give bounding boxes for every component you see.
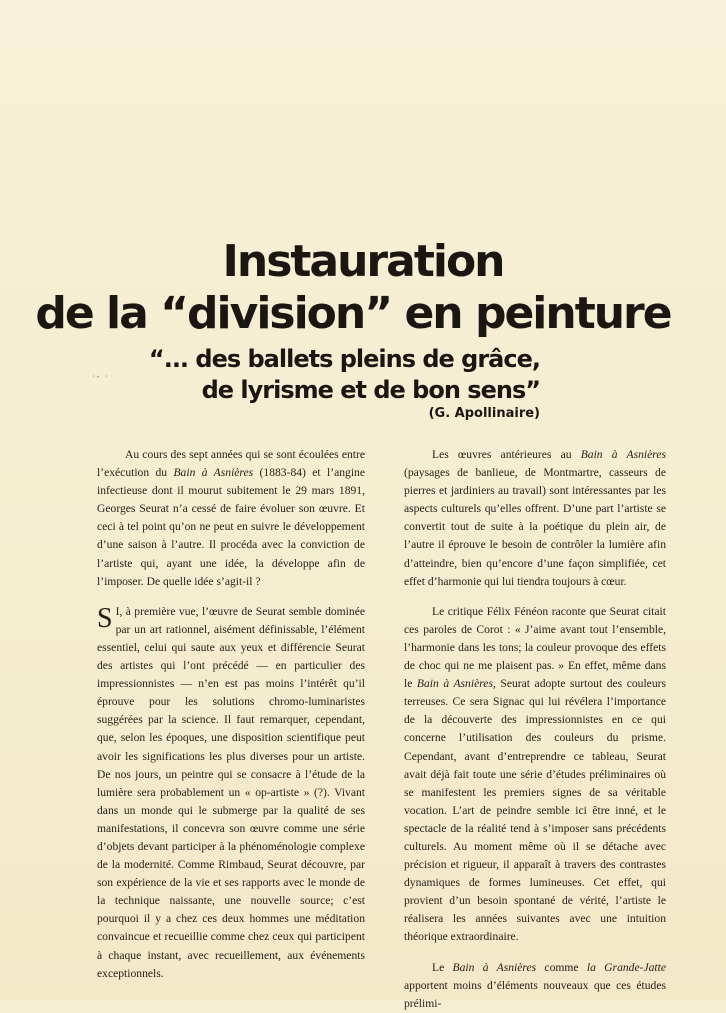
page-title bbox=[0, 236, 726, 340]
drop-cap: S bbox=[97, 602, 113, 634]
artwork-title: Bain à Asnières bbox=[452, 960, 537, 974]
title-line-1: Instauration bbox=[222, 236, 504, 287]
artwork-title: Bain à Asnières bbox=[173, 466, 254, 480]
left-column bbox=[97, 446, 365, 983]
body-paragraph-1: S I, à première vue, l’œuvre de Seurat semble dominée par un art rationnel, aisément définissable, l’élément essentiel, celui qui saute aux yeux et différencie Seurat des artistes qui l’ont précédé — en particulier des impressionnistes — n’en est pas moins l’intérêt qu’il éprouve pour les solutions chromo-luminaristes suggérées par la science. Il faut remarquer, cependant, que, selon les époques, une disposition scientifique peut avoir les significations les plus diverses pour un artiste. De nos jours, un peintre qui se consacre à l’étude de la lumière sera probablement un « op-artiste » (?). Vivant dans un monde qui le submerge par la qualité de ses manifestations, il concevra son œuvre comme une série d’objets devant participer à la phénoménologie complexe de la modernité. Comme Rimbaud, Seurat découvre, par son expérience de la vie et ses rapports avec le monde de la technique naissante, une nouvelle source; c’est pourquoi il y a chez ces deux hommes une méditation convaincue et recueillie comme chez ceux qui participent à chaque instant, avec recueillement, aux événements exceptionnels. bbox=[97, 602, 365, 980]
intro-paragraph: Au cours des sept années qui se sont écoulées entre l’exécution du Bain à Asnières (1883-84) et l’angine infectieuse dont il mourut subitement le 29 mars 1891, Georges Seurat n’a cessé de faire évoluer son œuvre. Et ceci à tel point qu’on ne peut en suivre le développement d’une saison à l’autre. Il procéda avec la conviction de l’artiste qui, ayant une idée, la développe afin de l’imposer. De quelle idée s’agit-il ? bbox=[97, 448, 365, 588]
artwork-title: Bain à Asnières bbox=[416, 677, 493, 691]
artwork-title: la Grande-Jatte bbox=[586, 960, 666, 974]
title-line-2: de la “division” en peinture bbox=[35, 288, 671, 339]
artwork-title: Bain à Asnières bbox=[580, 448, 666, 461]
subtitle-line-2: de lyrisme et de bon sens” bbox=[201, 376, 540, 404]
body-paragraph-4: Le Bain à Asnières comme la Grande-Jatte apportent moins d’éléments nouveaux que ces études prélimi- bbox=[404, 960, 666, 1010]
subtitle-quote bbox=[0, 344, 540, 406]
margin-mark: ·- · bbox=[92, 372, 110, 381]
right-column bbox=[404, 446, 666, 1013]
body-paragraph-3: Le critique Félix Fénéon raconte que Seurat citait ces paroles de Corot : « J’aime avant tout l’ensemble, l’harmonie dans les tons; la couleur provoque des effets de choc qui ne me plaisent pas. » En effet, même dans le Bain à Asnières, Seurat adopte surtout des couleurs terreuses. Ce sera Signac qui lui révélera l’importance de la découverte des impressionnistes en ce qui concerne l’utilisation des couleurs du prisme. Cependant, avant d’entreprendre ce tableau, Seurat avait déjà fait toute une série d’études préliminaires où se manifestent les premiers signes de sa véritable vocation. L’art de peindre semble ici être inné, et le spectacle de la réalité tend à s’imposer sans précédents culturels. Au moment même où il se détache avec précision et rigueur, il apparaît à travers des contrastes dynamiques de formes lumineuses. Cet effet, qui provient d’un besoin spontané de vérité, l’artiste le réalisera les années suivantes avec une intuition théorique extraordinaire. bbox=[404, 604, 667, 944]
body-paragraph-2: Les œuvres antérieures au Bain à Asnières (paysages de banlieue, de Montmartre, casseurs de pierres et jardiniers au travail) sont intéressantes par les aspects culturels qu’elles offrent. D’une part l’artiste se convertit tout de suite à la poétique du plein air, de l’autre il éprouve le besoin de contrôler la lumière afin d’atteindre, bien qu’encore d’une façon simplifiée, cet effet d’harmonie qui lui tiendra toujours à cœur. bbox=[404, 448, 666, 588]
subtitle-line-1: “... des ballets pleins de grâce, bbox=[148, 345, 540, 373]
quote-attribution: (G. Apollinaire) bbox=[428, 406, 540, 421]
